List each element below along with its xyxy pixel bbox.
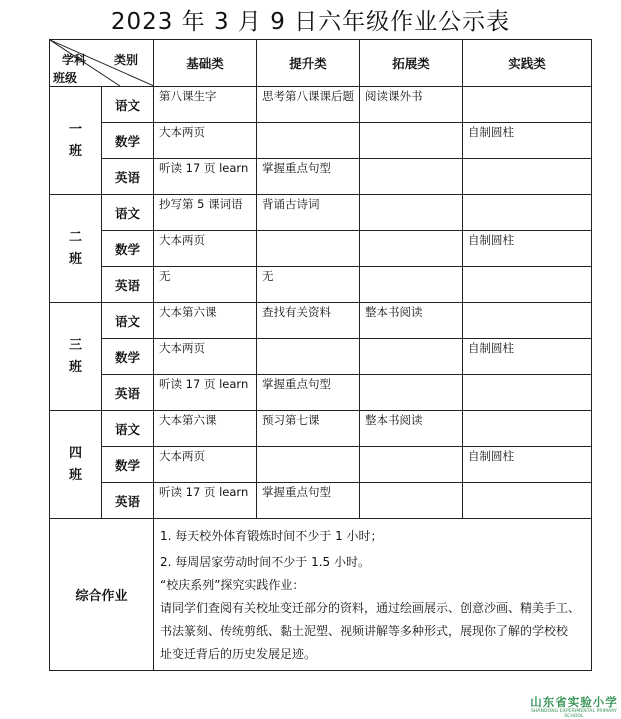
class-name-char: 三 xyxy=(68,337,82,353)
class-name-char: 班 xyxy=(68,359,82,375)
comprehensive-line: 2. 每周居家劳动时间不少于 1.5 小时。 xyxy=(160,555,370,569)
homework-cell: 查找有关资料 xyxy=(257,303,360,339)
homework-cell: 大本两页 xyxy=(154,447,257,483)
table-row xyxy=(50,303,592,339)
column-header-practice: 实践类 xyxy=(463,40,592,87)
class-name-char: 二 xyxy=(68,229,82,245)
table-row xyxy=(50,123,592,159)
homework-cell xyxy=(463,87,592,123)
homework-cell xyxy=(257,447,360,483)
homework-cell xyxy=(360,447,463,483)
homework-cell: 无 xyxy=(257,267,360,303)
homework-cell: 自制圆柱 xyxy=(463,339,592,375)
homework-cell xyxy=(463,411,592,447)
homework-cell: 大本第六课 xyxy=(154,411,257,447)
comprehensive-line: “校庆系列”探究实践作业： xyxy=(160,578,305,592)
homework-cell: 整本书阅读 xyxy=(360,303,463,339)
subject-cell: 英语 xyxy=(102,483,154,519)
subject-cell: 数学 xyxy=(102,447,154,483)
homework-cell xyxy=(463,159,592,195)
table-row xyxy=(50,231,592,267)
homework-cell: 第八课生字 xyxy=(154,87,257,123)
homework-cell: 背诵古诗词 xyxy=(257,195,360,231)
comprehensive-content xyxy=(154,519,592,671)
homework-cell xyxy=(463,375,592,411)
table-row xyxy=(50,267,592,303)
homework-cell: 大本两页 xyxy=(154,231,257,267)
homework-cell xyxy=(360,267,463,303)
homework-cell: 听读 17 页 learn xyxy=(154,483,257,519)
homework-cell xyxy=(463,267,592,303)
homework-cell: 听读 17 页 learn xyxy=(154,375,257,411)
homework-cell: 无 xyxy=(154,267,257,303)
homework-cell xyxy=(360,195,463,231)
homework-cell xyxy=(360,231,463,267)
homework-cell: 掌握重点句型 xyxy=(257,375,360,411)
homework-cell xyxy=(360,339,463,375)
table-row xyxy=(50,447,592,483)
homework-cell: 阅读课外书 xyxy=(360,87,463,123)
column-header-basic: 基础类 xyxy=(154,40,257,87)
homework-cell xyxy=(463,483,592,519)
homework-cell: 整本书阅读 xyxy=(360,411,463,447)
subject-cell: 英语 xyxy=(102,267,154,303)
class-name-cell xyxy=(50,411,102,519)
homework-cell xyxy=(257,339,360,375)
homework-cell xyxy=(360,159,463,195)
comprehensive-line: 址变迁背后的历史发展足迹。 xyxy=(160,647,317,661)
homework-cell: 大本第六课 xyxy=(154,303,257,339)
class-name-char: 四 xyxy=(68,445,82,461)
homework-cell: 掌握重点句型 xyxy=(257,159,360,195)
subject-cell: 语文 xyxy=(102,195,154,231)
homework-cell: 自制圆柱 xyxy=(463,123,592,159)
class-name-char: 班 xyxy=(68,251,82,267)
homework-cell xyxy=(463,303,592,339)
subject-axis-label: 学科 xyxy=(62,53,87,67)
class-name-char: 班 xyxy=(68,467,82,483)
school-logo-name: 山东省实验小学 xyxy=(530,695,618,709)
subject-cell: 语文 xyxy=(102,303,154,339)
subject-cell: 数学 xyxy=(102,231,154,267)
table-row xyxy=(50,411,592,447)
subject-cell: 英语 xyxy=(102,159,154,195)
homework-cell: 自制圆柱 xyxy=(463,231,592,267)
comprehensive-row xyxy=(50,519,592,671)
comprehensive-line: 书法篆刻、传统剪纸、黏土泥塑、视频讲解等多种形式，展现你了解的学校校 xyxy=(160,624,569,638)
homework-cell xyxy=(360,375,463,411)
subject-cell: 英语 xyxy=(102,375,154,411)
homework-cell: 大本两页 xyxy=(154,123,257,159)
page-title: 2023 年 3 月 9 日六年级作业公示表 xyxy=(110,9,511,35)
homework-cell: 掌握重点句型 xyxy=(257,483,360,519)
column-header-advanced: 提升类 xyxy=(257,40,360,87)
subject-cell: 语文 xyxy=(102,87,154,123)
subject-cell: 语文 xyxy=(102,411,154,447)
homework-cell xyxy=(257,123,360,159)
table-row xyxy=(50,375,592,411)
homework-cell xyxy=(463,195,592,231)
class-name-char: 一 xyxy=(68,121,82,137)
homework-cell: 抄写第 5 课词语 xyxy=(154,195,257,231)
class-name-char: 班 xyxy=(68,143,82,159)
header-row xyxy=(50,40,592,87)
column-header-extension: 拓展类 xyxy=(360,40,463,87)
category-axis-label: 类别 xyxy=(114,53,139,67)
table-row xyxy=(50,483,592,519)
subject-cell: 数学 xyxy=(102,339,154,375)
diagonal-header-cell xyxy=(50,40,154,87)
comprehensive-label: 综合作业 xyxy=(50,519,154,671)
homework-table xyxy=(49,39,592,671)
table-row xyxy=(50,159,592,195)
homework-cell: 大本两页 xyxy=(154,339,257,375)
comprehensive-line: 1. 每天校外体育锻炼时间不少于 1 小时； xyxy=(160,529,383,543)
class-name-cell xyxy=(50,87,102,195)
class-name-cell xyxy=(50,303,102,411)
homework-cell xyxy=(360,123,463,159)
comprehensive-line: 请同学们查阅有关校址变迁部分的资料，通过绘画展示、创意沙画、精美手工、 xyxy=(160,601,581,615)
table-row xyxy=(50,339,592,375)
homework-cell: 思考第八课课后题 xyxy=(257,87,360,123)
table-row xyxy=(50,195,592,231)
school-logo xyxy=(528,694,620,719)
homework-cell xyxy=(360,483,463,519)
homework-cell: 听读 17 页 learn xyxy=(154,159,257,195)
homework-cell: 自制圆柱 xyxy=(463,447,592,483)
homework-cell: 预习第七课 xyxy=(257,411,360,447)
school-logo-english: SHANDONG EXPERIMENTAL PRIMARY SCHOOL xyxy=(530,709,618,719)
subject-cell: 数学 xyxy=(102,123,154,159)
class-axis-label: 班级 xyxy=(53,71,78,85)
homework-cell xyxy=(257,231,360,267)
class-name-cell xyxy=(50,195,102,303)
table-row xyxy=(50,87,592,123)
